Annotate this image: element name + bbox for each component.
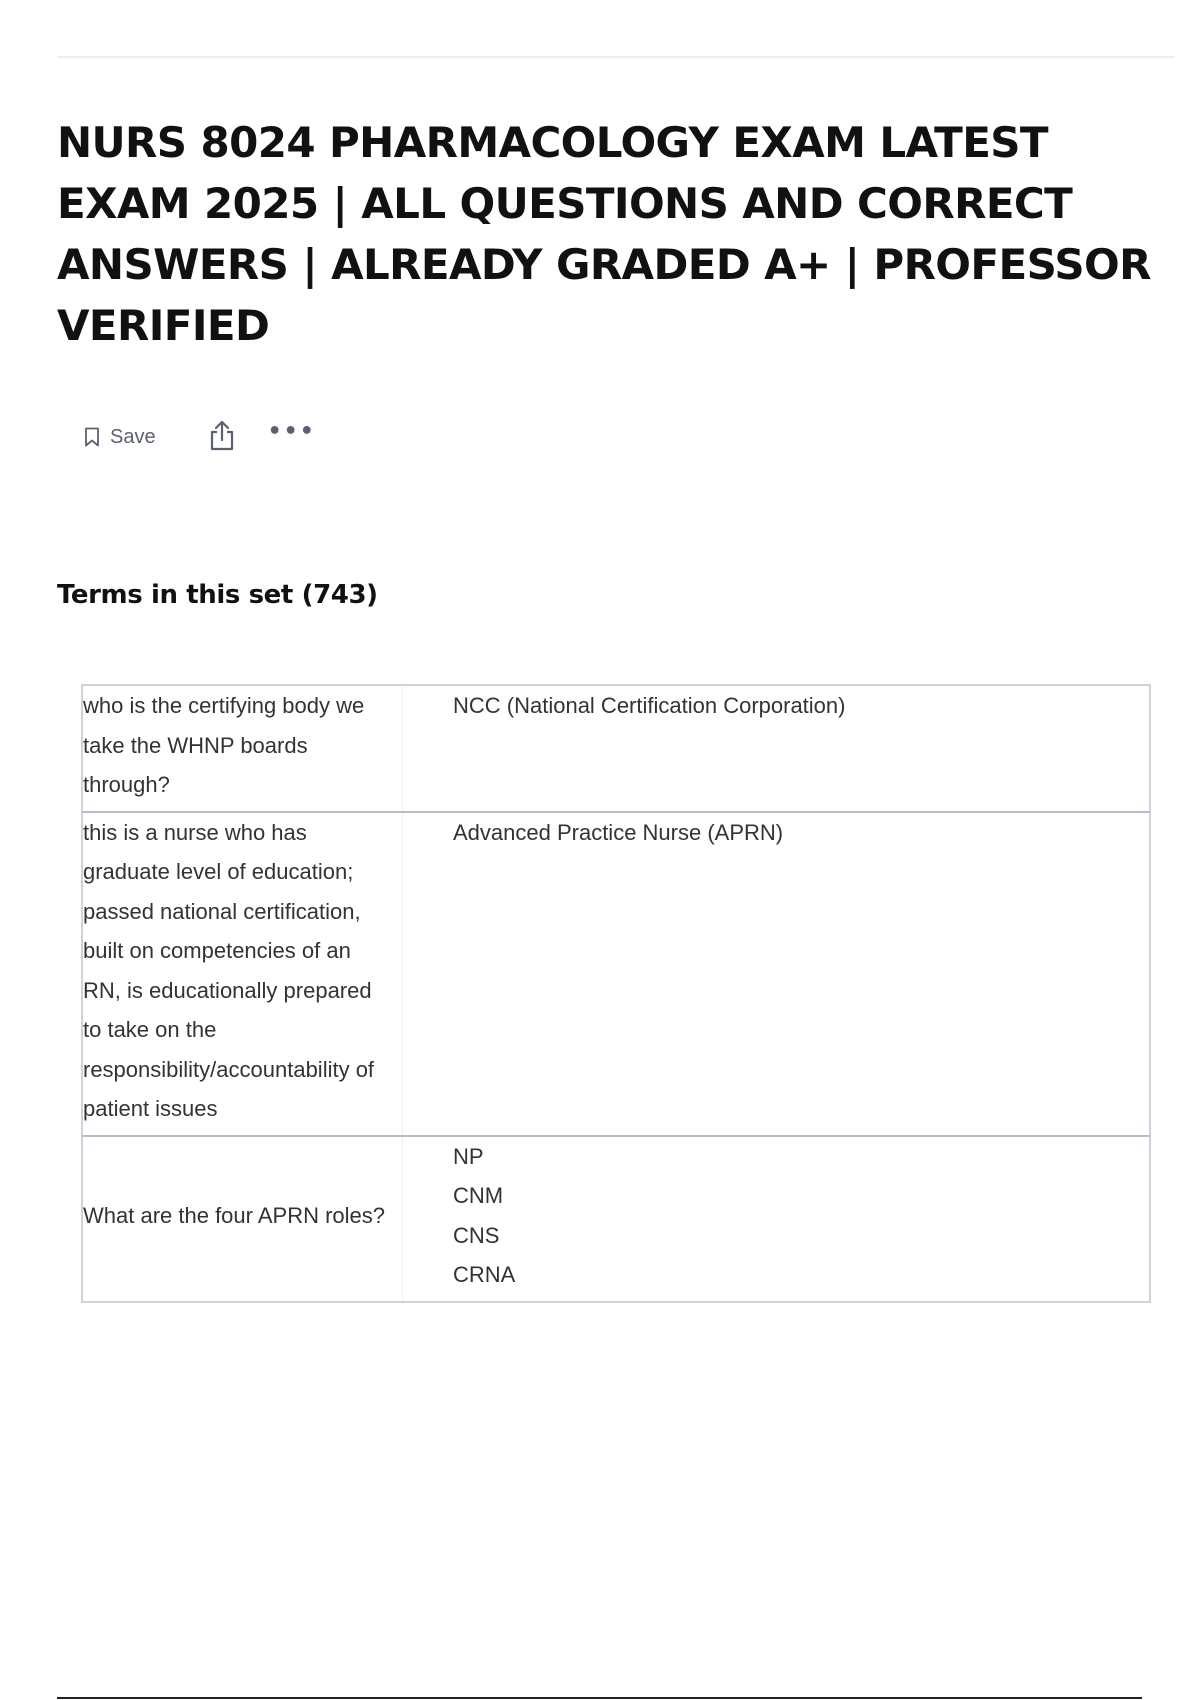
definition-line: CNS — [453, 1222, 500, 1248]
share-button[interactable] — [208, 420, 236, 455]
definition-line: CNM — [453, 1183, 504, 1208]
bottom-divider — [57, 1697, 1142, 1699]
definition-line: NP — [453, 1143, 484, 1169]
definition-text — [403, 813, 1149, 1135]
share-icon — [208, 420, 236, 455]
terms-table — [81, 684, 1151, 1301]
document-title: NURS 8024 PHARMACOLOGY EXAM LATEST EXAM 2025 | ALL QUESTIONS AND CORRECT ANSWERS | ALREADY GRADED A+ | PROFESSOR VERIFIED — [57, 118, 1151, 350]
term-text-content: What are the four APRN roles? — [83, 1202, 386, 1228]
action-bar — [84, 418, 316, 456]
term-row — [81, 811, 1151, 1137]
definition-line: CRNA — [453, 1262, 516, 1287]
save-label: Save — [110, 425, 156, 448]
definition-line: Advanced Practice Nurse (APRN) — [453, 819, 784, 845]
term-text — [83, 1137, 403, 1301]
terms-heading: Terms in this set (743) — [57, 580, 378, 610]
more-horizontal-icon: ••• — [267, 419, 316, 444]
definition-text — [403, 686, 1149, 811]
term-text: this is a nurse who has graduate level of education; passed national certification, built on competencies of an RN, is educationally prepared to take on the responsibility/accountability of patient issues — [83, 813, 403, 1135]
definition-line: NCC (National Certification Corporation) — [453, 693, 846, 718]
top-divider — [57, 56, 1175, 58]
definition-text — [403, 1137, 1149, 1301]
term-row — [81, 1135, 1151, 1303]
term-text: who is the certifying body we take the WHNP boards through? — [83, 686, 403, 811]
term-row — [81, 684, 1151, 813]
bookmark-icon — [84, 427, 100, 447]
save-button[interactable] — [84, 426, 156, 449]
more-options-button[interactable] — [268, 421, 316, 453]
